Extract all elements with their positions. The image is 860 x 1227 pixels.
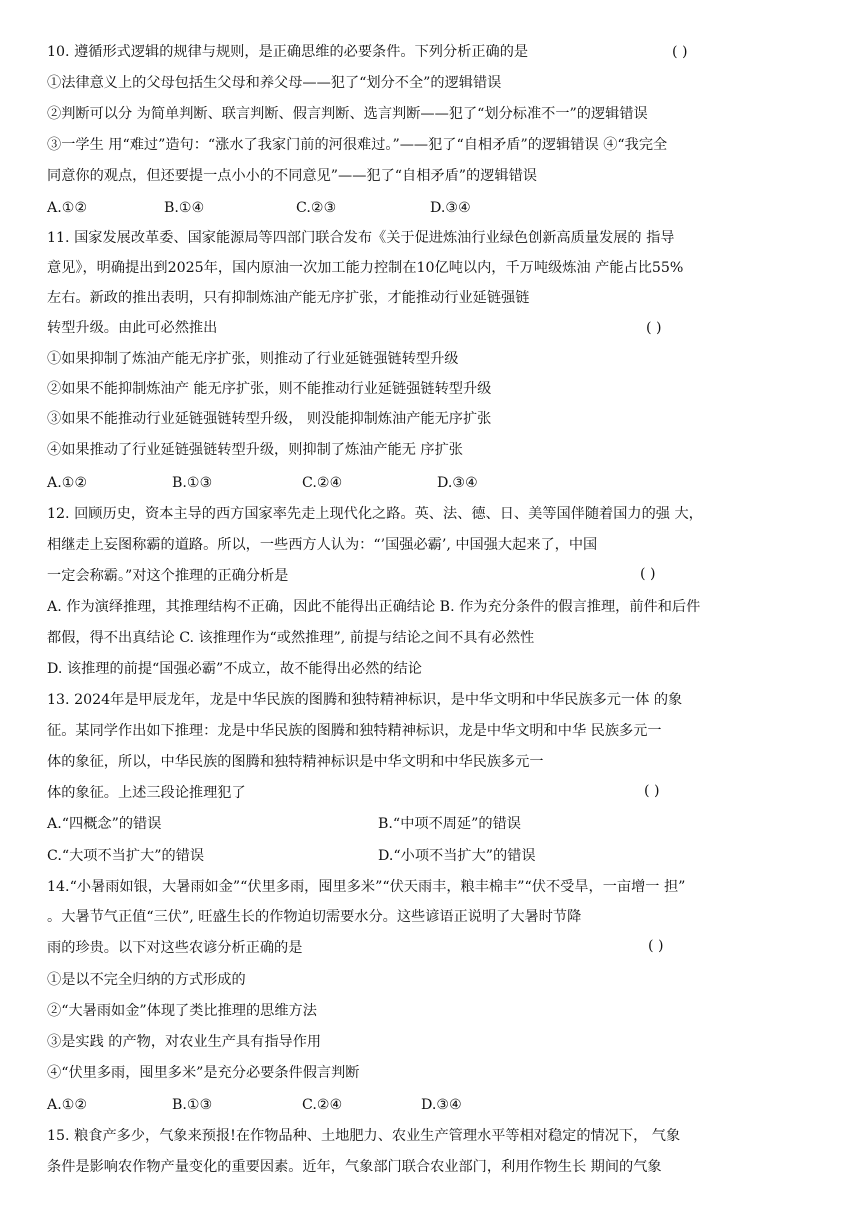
- q13-stem-line-3: 体的象征，所以，中华民族的图腾和独特精神标识是中华文明和中华民族多元一: [47, 754, 544, 770]
- q14-option-d[interactable]: D.③④: [421, 1097, 462, 1113]
- q11-option-d[interactable]: D.③④: [437, 475, 478, 491]
- q10-option-d[interactable]: D.③④: [430, 200, 471, 216]
- q10-statement-4: 同意你的观点，但还要提一点小小的不同意见”——犯了“自相矛盾”的逻辑错误: [47, 168, 537, 184]
- q10-statement-2: ②判断可以分 为简单判断、联言判断、假言判断、选言判断——犯了“划分标准不一”的逻辑错误: [47, 106, 648, 122]
- q11-answer-bracket[interactable]: ( ): [646, 320, 662, 336]
- q14-option-a[interactable]: A.①②: [47, 1097, 88, 1113]
- q11-stem-line-4: 转型升级。由此可必然推出: [47, 320, 218, 336]
- q15-stem-line-1: 15. 粮食产多少，气象来预报!在作物品种、土地肥力、农业生产管理水平等相对稳定的情况下， 气象: [47, 1128, 681, 1144]
- q13-stem-line-4: 体的象征。上述三段论推理犯了: [47, 785, 246, 801]
- q14-statement-1: ①是以不完全归纳的方式形成的: [47, 972, 246, 988]
- q14-statement-3: ③是实践 的产物，对农业生产具有指导作用: [47, 1034, 322, 1050]
- q10-answer-bracket[interactable]: ( ): [672, 44, 688, 60]
- q14-option-c[interactable]: C.②④: [302, 1097, 343, 1113]
- q15-stem-line-2: 条件是影响农作物产量变化的重要因素。近年，气象部门联合农业部门，利用作物生长 期间的气象: [47, 1159, 662, 1175]
- q13-option-a[interactable]: A.“四概念”的错误: [47, 816, 162, 832]
- q14-statement-2: ②“大暑雨如金”体现了类比推理的思维方法: [47, 1003, 317, 1019]
- q13-option-c[interactable]: C.“大项不当扩大”的错误: [47, 848, 205, 864]
- q10-stem-line-1: 10. 遵循形式逻辑的规律与规则，是正确思维的必要条件。下列分析正确的是: [47, 44, 529, 60]
- q12-option-b-c[interactable]: 都假，得不出真结论 C. 该推理作为“或然推理”, 前提与结论之间不具有必然性: [47, 630, 535, 646]
- q11-option-a[interactable]: A.①②: [47, 475, 88, 491]
- q11-statement-3: ③如果不能推动行业延链强链转型升级， 则没能抑制炼油产能无序扩张: [47, 411, 492, 427]
- q13-option-d[interactable]: D.“小项不当扩大”的错误: [378, 848, 536, 864]
- q10-statement-1: ①法律意义上的父母包括生父母和养父母——犯了“划分不全”的逻辑错误: [47, 75, 502, 91]
- q11-stem-line-3: 左右。新政的推出表明，只有抑制炼油产能无序扩张，才能推动行业延链强链: [47, 290, 530, 306]
- q14-option-b[interactable]: B.①③: [172, 1097, 213, 1113]
- q13-option-b[interactable]: B.“中项不周延”的错误: [378, 816, 521, 832]
- q12-answer-bracket[interactable]: ( ): [640, 566, 656, 582]
- q11-statement-2: ②如果不能抑制炼油产 能无序扩张，则不能推动行业延链强链转型升级: [47, 381, 492, 397]
- q11-statement-4: ④如果推动了行业延链强链转型升级，则抑制了炼油产能无 序扩张: [47, 442, 463, 458]
- q12-option-a-b[interactable]: A. 作为演绎推理，其推理结构不正确，因此不能得出正确结论 B. 作为充分条件的假言推理，前件和后件: [47, 599, 701, 615]
- q12-stem-line-2: 相继走上妄图称霸的道路。所以，一些西方人认为：“’国强必霸’, 中国强大起来了，中国: [47, 537, 598, 553]
- q14-answer-bracket[interactable]: ( ): [648, 938, 664, 954]
- q13-stem-line-2: 征。某同学作出如下推理：龙是中华民族的图腾和独特精神标识，龙是中华文明和中华 民族多元一: [47, 723, 662, 739]
- q11-statement-1: ①如果抑制了炼油产能无序扩张，则推动了行业延链强链转型升级: [47, 351, 459, 367]
- q10-option-a[interactable]: A.①②: [47, 200, 88, 216]
- q11-option-b[interactable]: B.①③: [172, 475, 213, 491]
- q11-stem-line-2: 意见》，明确提出到2025年，国内原油一次加工能力控制在10亿吨以内，千万吨级炼油 产能占比55%: [47, 260, 684, 276]
- q12-stem-line-1: 12. 回顾历史，资本主导的西方国家率先走上现代化之路。英、法、德、日、美等国伴随着国力的强 大，: [47, 506, 703, 522]
- q14-stem-line-3: 雨的珍贵。以下对这些农谚分析正确的是: [47, 940, 303, 956]
- q10-statement-3: ③一学生 用“难过”造句：“涨水了我家门前的河很难过。”——犯了“自相矛盾”的逻辑错误 ④“我完全: [47, 137, 668, 153]
- q14-stem-line-1: 14.“小暑雨如银，大暑雨如金”“伏里多雨，囤里多米”“伏天雨丰，粮丰棉丰”“伏不受旱，一亩增一 担”: [47, 879, 686, 895]
- q12-option-d[interactable]: D. 该推理的前提“国强必霸”不成立，故不能得出必然的结论: [47, 661, 422, 677]
- q10-option-b[interactable]: B.①④: [164, 200, 205, 216]
- q14-stem-line-2: 。大暑节气正值“三伏”, 旺盛生长的作物迫切需要水分。这些谚语正说明了大暑时节降: [47, 909, 582, 925]
- q13-answer-bracket[interactable]: ( ): [644, 783, 660, 799]
- q14-statement-4: ④“伏里多雨，囤里多米”是充分必要条件假言判断: [47, 1065, 360, 1081]
- q10-option-c[interactable]: C.②③: [296, 200, 337, 216]
- q13-stem-line-1: 13. 2024年是甲辰龙年，龙是中华民族的图腾和独特精神标识，是中华文明和中华民族多元一体 的象: [47, 692, 683, 708]
- q11-option-c[interactable]: C.②④: [302, 475, 343, 491]
- q11-stem-line-1: 11. 国家发展改革委、国家能源局等四部门联合发布《关于促进炼油行业绿色创新高质量发展的 指导: [47, 230, 675, 246]
- q12-stem-line-3: 一定会称霸。”对这个推理的正确分析是: [47, 568, 289, 584]
